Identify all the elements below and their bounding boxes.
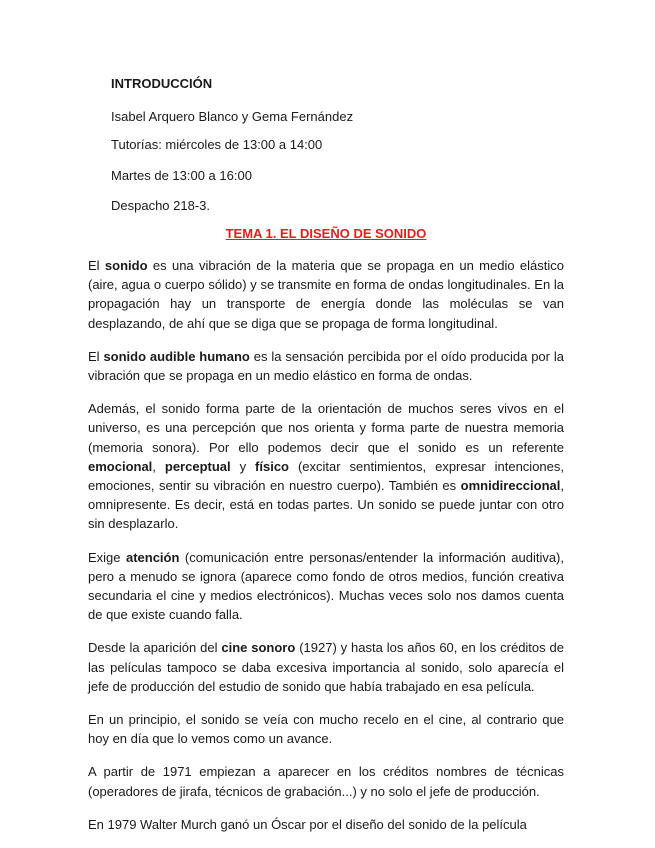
body-text [88, 256, 564, 848]
bold-term: sonido audible humano [103, 348, 250, 364]
text-run: , [152, 458, 165, 474]
text-run: El [88, 348, 104, 364]
paragraph-8: En 1979 Walter Murch ganó un Óscar por el diseño del sonido de la película [88, 816, 527, 832]
bold-term: emocional [88, 458, 153, 474]
text-run: (comunicación entre personas/entender la información auditiva), pero a menudo se ignora (aparece como fondo de otros medios, función creativa secundaria el cine y medios electrónicos). Muchas veces solo nos damos cuenta de que existe cuando falla. [88, 549, 564, 623]
text-run: y [230, 458, 256, 474]
bold-term: omnidireccional [460, 478, 561, 494]
paragraph-1 [88, 256, 564, 333]
text-run: Exige [88, 549, 126, 565]
text-run: El [88, 258, 105, 273]
authors-line: Isabel Arquero Blanco y Gema Fernández [111, 109, 354, 124]
text-run: (1927) y hasta los años 60, en los créditos de las películas tampoco se daba excesiva importancia al sonido, solo aparecía el jefe de producción del estudio de sonido que había trabajado en esa película. [88, 640, 564, 694]
text-run: Desde la aparición del [88, 640, 222, 656]
bold-term: sonido [104, 258, 148, 273]
text-run: es una vibración de la materia que se propaga en un medio elástico (aire, agua o cuerpo sólido) y se transmite en forma de ondas longitudinales. En la propagación hay un transporte de energía donde las moléculas se van desplazando, de ahí que se diga que se propaga de forma longitudinal. [88, 258, 565, 331]
text-run: es la sensación percibida por el oído producida por la vibración que se propaga en un medio elástico en forma de ondas. [88, 348, 564, 384]
tutorias-line: Tutorías: miércoles de 13:00 a 14:00 [111, 137, 323, 152]
paragraph-2 [88, 347, 564, 385]
paragraph-3 [88, 399, 564, 533]
paragraph-5 [88, 638, 564, 696]
text-run: , omnipresente. Es decir, está en todas partes. Un sonido se puede juntar con otro sin desplazarlo. [88, 478, 564, 532]
text-run: (excitar sentimientos, expresar intenciones, emociones, sentir su vibración en nuestro cuerpo). También es [88, 458, 564, 494]
bold-term: perceptual [164, 458, 231, 474]
martes-line: Martes de 13:00 a 16:00 [111, 168, 252, 183]
bold-term: cine sonoro [221, 640, 296, 656]
paragraph-4 [88, 548, 564, 625]
text-run: Además, el sonido forma parte de la orientación de muchos seres vivos en el universo, es una percepción que nos orienta y forma parte de nuestra memoria (memoria sonora). Por ello podemos decir que el sonido es un referente [88, 401, 564, 455]
document-title: INTRODUCCIÓN [111, 76, 213, 91]
section-heading: TEMA 1. EL DISEÑO DE SONIDO [225, 226, 427, 241]
despacho-line: Despacho 218-3. [111, 198, 211, 213]
bold-term: atención [125, 549, 180, 565]
paragraph-6: En un principio, el sonido se veía con mucho recelo en el cine, al contrario que hoy en día que lo vemos como un avance. [88, 712, 564, 747]
paragraph-7: A partir de 1971 empiezan a aparecer en los créditos nombres de técnicas (operadores de jirafa, técnicos de grabación...) y no solo el jefe de producción. [88, 764, 564, 799]
bold-term: físico [255, 458, 290, 474]
